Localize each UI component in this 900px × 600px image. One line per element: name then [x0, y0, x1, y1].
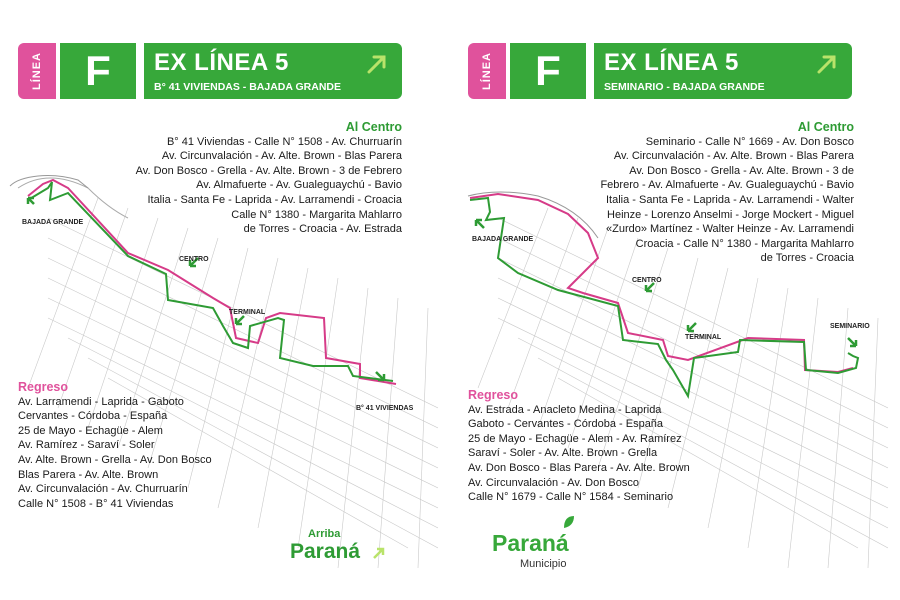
al-centro-line: Croacia - Calle N° 1380 - Margarita Mahlarro — [635, 237, 854, 250]
title-box — [144, 43, 402, 99]
regreso-line: Av. Circunvalación - Av. Don Bosco — [468, 476, 639, 489]
regreso-line: Av. Ramírez - Saraví - Soler — [18, 439, 155, 452]
arrow-terminal-icon — [236, 316, 244, 324]
arrow-seminario-icon — [848, 338, 856, 346]
arrow-bajada-icon — [476, 220, 484, 228]
al-centro-line: Av. Don Bosco - Grella - Av. Alte. Brown - 3 de Febrero — [135, 164, 402, 177]
map-label-bajada: BAJADA GRANDE — [472, 236, 534, 243]
regreso-line: 25 de Mayo - Echagüe - Alem - Av. Ramírez — [468, 432, 682, 445]
arrow-centro-icon — [646, 283, 654, 291]
route-card-right — [450, 0, 900, 600]
al-centro-title: Al Centro — [345, 120, 402, 134]
al-centro-line: Av. Almafuerte - Av. Gualeguaychú - Bavio — [196, 179, 402, 192]
al-centro-line: Italia - Santa Fe - Laprida - Av. Larramendi - Croacia — [147, 193, 402, 206]
al-centro-line: de Torres - Croacia - Av. Estrada — [243, 223, 402, 236]
line-letter: F — [535, 47, 561, 94]
regreso-line: Cervantes - Córdoba - España — [18, 410, 168, 423]
line-letter: F — [85, 47, 111, 94]
al-centro-line: Italia - Santa Fe - Laprida - Av. Larramendi - Walter — [605, 193, 854, 206]
regreso-line: Av. Circunvalación - Av. Churruarín — [18, 483, 188, 496]
regreso-block — [18, 380, 212, 511]
arrow-ne-icon — [816, 53, 838, 75]
line-title: EX LÍNEA 5 — [154, 49, 289, 76]
map-label-seminario: SEMINARIO — [830, 323, 870, 330]
al-centro-line: B° 41 Viviendas - Calle N° 1508 - Av. Churruarín — [166, 135, 402, 148]
regreso-line: Saraví - Soler - Av. Alte. Brown - Grella — [468, 447, 658, 460]
logo-arrow-icon — [372, 546, 386, 560]
regreso-line: Av. Don Bosco - Blas Parera - Av. Alte. Brown — [468, 461, 690, 474]
map-label-centro: CENTRO — [632, 277, 662, 284]
regreso-line: Calle N° 1508 - B° 41 Viviendas — [18, 497, 174, 510]
al-centro-line: «Zurdo» Martínez - Walter Heinze - Av. Larramendi — [605, 223, 854, 236]
al-centro-block — [136, 120, 402, 237]
leaf-icon — [562, 514, 576, 530]
al-centro-line: Av. Don Bosco - Grella - Av. Alte. Brown - 3 de — [629, 164, 854, 177]
regreso-title: Regreso — [18, 380, 69, 394]
al-centro-line: Seminario - Calle N° 1669 - Av. Don Bosco — [645, 135, 854, 148]
line-title: EX LÍNEA 5 — [604, 49, 739, 76]
al-centro-line: Av. Circunvalación - Av. Alte. Brown - Blas Parera — [613, 150, 854, 163]
al-centro-line: Heinze - Lorenzo Anselmi - Jorge Mockert - Miguel — [607, 208, 854, 221]
logo-small-text: Municipio — [520, 558, 567, 570]
parana-municipio-logo — [492, 530, 569, 570]
al-centro-line: Calle N° 1380 - Margarita Mahlarro — [231, 208, 402, 221]
regreso-line: Av. Larramendi - Laprida - Gaboto — [18, 395, 184, 408]
regreso-line: Calle N° 1679 - Calle N° 1584 - Seminario — [468, 491, 674, 504]
al-centro-line: Av. Circunvalación - Av. Alte. Brown - Blas Parera — [161, 150, 402, 163]
regreso-line: Blas Parera - Av. Alte. Brown — [18, 468, 159, 481]
map-label-terminal: TERMINAL — [685, 334, 722, 341]
arrow-terminal-icon — [688, 323, 696, 331]
line-letter-box — [60, 43, 136, 99]
logo-small-text: Arriba — [308, 528, 341, 540]
line-subtitle: B° 41 VIVIENDAS - BAJADA GRANDE — [154, 81, 342, 93]
al-centro-line: Febrero - Av. Almafuerte - Av. Gualeguaychú - Bavio — [600, 179, 854, 192]
regreso-line: 25 de Mayo - Echagüe - Alem — [18, 424, 163, 437]
map-label-terminal: TERMINAL — [229, 309, 266, 316]
arrow-bajada-icon — [28, 198, 34, 204]
linea-tag — [18, 43, 56, 99]
linea-tag — [468, 43, 506, 99]
al-centro-block — [600, 120, 854, 266]
regreso-block — [468, 388, 690, 505]
al-centro-title: Al Centro — [797, 120, 854, 134]
line-subtitle: SEMINARIO - BAJADA GRANDE — [604, 81, 765, 93]
al-centro-line: de Torres - Croacia — [760, 252, 854, 265]
logo-big-text: Paraná — [290, 540, 361, 563]
map-label-viviendas: B° 41 VIVIENDAS — [356, 405, 414, 412]
regreso-title: Regreso — [468, 388, 519, 402]
regreso-line: Av. Estrada - Anacleto Medina - Laprida — [468, 403, 662, 416]
title-box — [594, 43, 852, 99]
line-letter-box — [510, 43, 586, 99]
map-label-centro: CENTRO — [179, 256, 209, 263]
regreso-line: Av. Alte. Brown - Grella - Av. Don Bosco — [18, 453, 212, 466]
linea-tag-label: LÍNEA — [31, 52, 43, 90]
linea-tag-label: LÍNEA — [481, 52, 493, 90]
regreso-line: Gaboto - Cervantes - Córdoba - España — [468, 418, 664, 431]
map-label-bajada: BAJADA GRANDE — [22, 219, 84, 226]
arrow-ne-icon — [366, 53, 388, 75]
logo-big-text: Paraná — [492, 530, 569, 556]
